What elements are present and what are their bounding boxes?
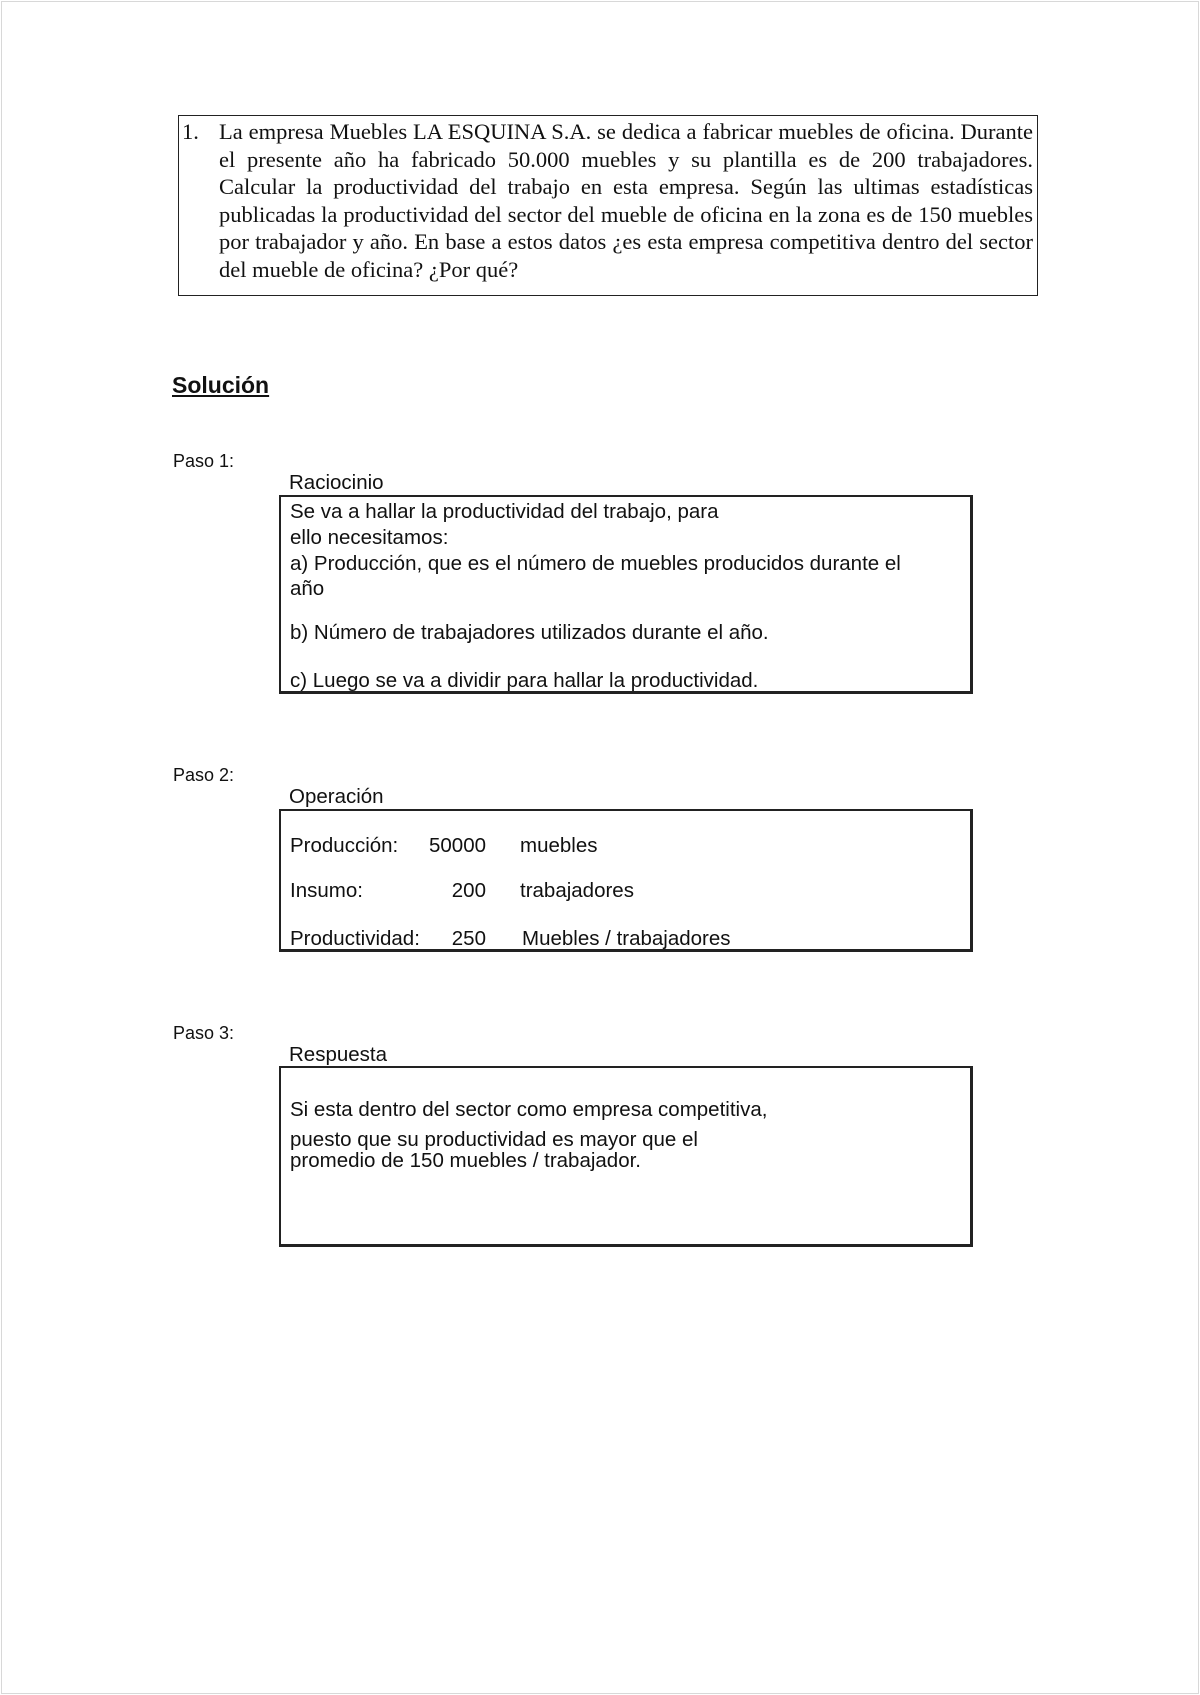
paso2-label: Paso 2: xyxy=(173,765,235,785)
paso1-line-1: Se va a hallar la productividad del trabajo, para xyxy=(290,500,719,523)
paso3-line-1: Si esta dentro del sector como empresa competitiva, xyxy=(290,1098,768,1121)
paso3-title: Respuesta xyxy=(289,1043,388,1066)
paso3-line-2: puesto que su productividad es mayor que el xyxy=(290,1128,698,1151)
productividad-unit: Muebles / trabajadores xyxy=(522,927,731,950)
paso1-line-2: ello necesitamos: xyxy=(290,526,449,549)
insumo-unit: trabajadores xyxy=(520,879,634,902)
insumo-label: Insumo: xyxy=(290,879,363,902)
solution-heading: Solución xyxy=(172,372,270,398)
paso1-label: Paso 1: xyxy=(173,451,235,471)
productividad-label: Productividad: xyxy=(290,927,420,950)
paso1-line-4: año xyxy=(290,577,325,600)
produccion-label: Producción: xyxy=(290,834,399,857)
problem-text: La empresa Muebles LA ESQUINA S.A. se dedica a fabricar muebles de oficina. Durante el presente año ha fabricado 50.000 muebles y su plantilla es de 200 trabajadores. Calcular la productividad del trabajo en esta empresa. Según las ultimas estadísticas publicadas la productividad del sector del mueble de oficina en la zona es de 150 muebles por trabajador y año. En base a estos datos ¿es esta empresa competitiva dentro del sector del mueble de oficina? ¿Por qué? xyxy=(219,119,1033,282)
paso3-box xyxy=(279,1066,973,1247)
productividad-value: 250 xyxy=(451,927,486,950)
paso3-line-3: promedio de 150 muebles / trabajador. xyxy=(290,1149,642,1172)
problem-number: 1. xyxy=(182,119,199,144)
paso2-box xyxy=(279,809,973,952)
paso1-line-3: a) Producción, que es el número de muebles producidos durante el xyxy=(290,552,901,575)
paso2-title: Operación xyxy=(289,785,384,808)
problem-statement-box xyxy=(178,115,1038,296)
paso1-line-6: c) Luego se va a dividir para hallar la productividad. xyxy=(290,669,759,692)
produccion-value: 50000 xyxy=(428,834,486,857)
paso3-label: Paso 3: xyxy=(173,1023,235,1043)
paso1-title: Raciocinio xyxy=(289,471,384,494)
insumo-value: 200 xyxy=(451,879,486,902)
paso1-box xyxy=(279,495,973,694)
paso1-line-5: b) Número de trabajadores utilizados durante el año. xyxy=(290,621,769,644)
produccion-unit: muebles xyxy=(520,834,598,857)
